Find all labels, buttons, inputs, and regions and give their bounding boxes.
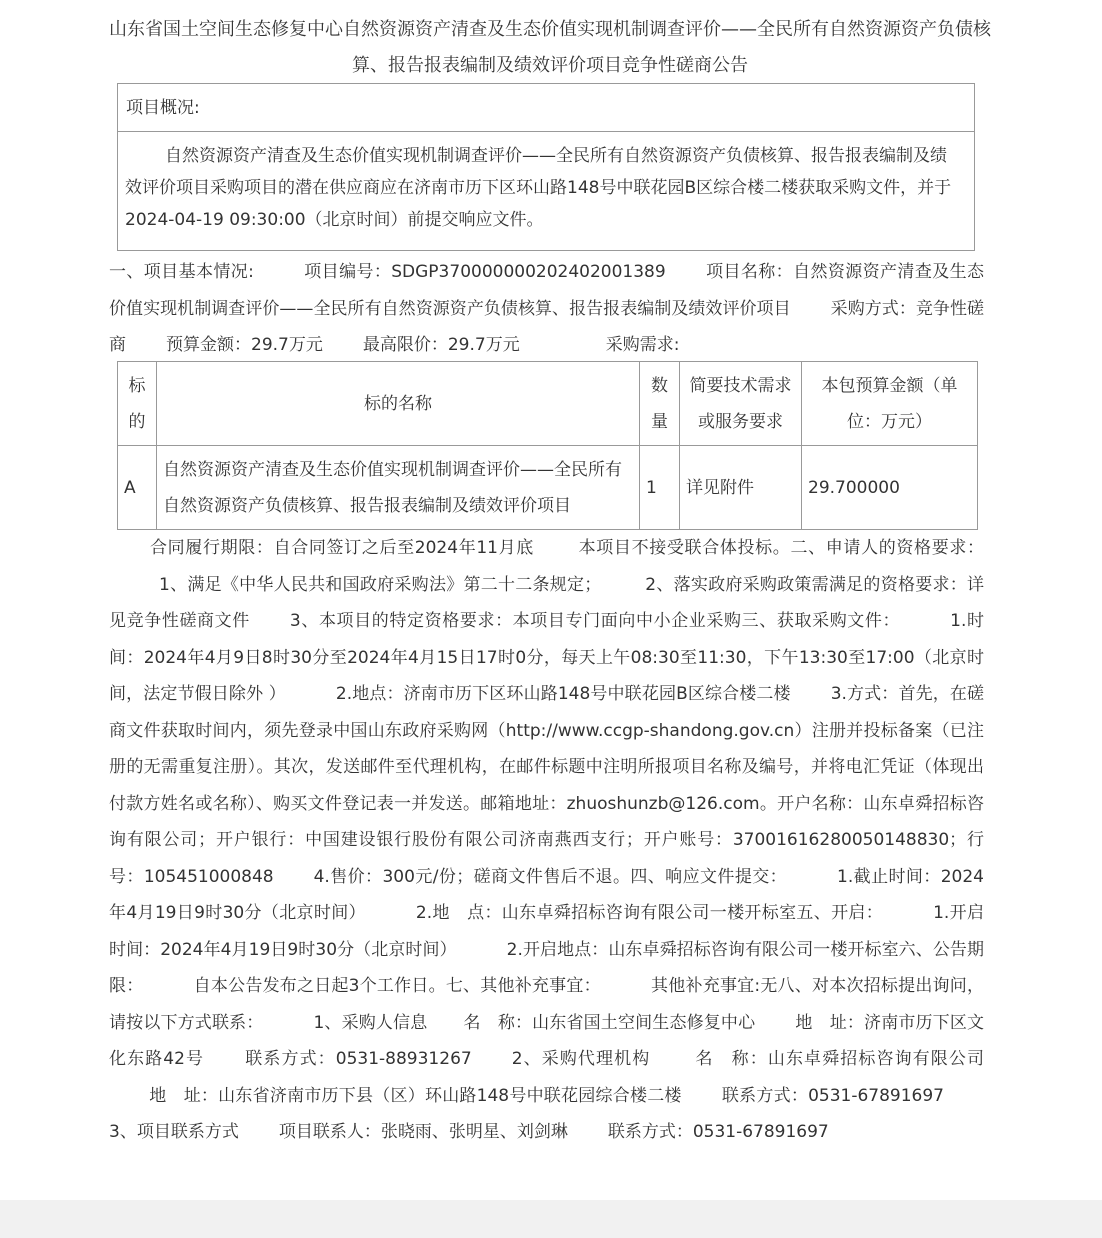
header-cell-requirement: 简要技术需求或服务要求 (680, 362, 802, 446)
consortium-note: 本项目不接受联合体投标。二、申请人的资格要求： (577, 538, 984, 558)
header-cell-id: 标的 (118, 362, 157, 446)
budget-amount: 预算金额：29.7万元 (166, 335, 323, 355)
cell-id: A (118, 446, 157, 530)
contact-agency-label: 2、采购代理机构 (511, 1049, 651, 1069)
overview-heading: 项目概况: (118, 84, 974, 132)
document-price: 4.售价：300元/份；磋商文件售后不退。四、响应文件提交： (313, 866, 788, 887)
contact-project-label: 3、项目联系方式 (109, 1122, 239, 1142)
obtain-place: 2.地点：济南市历下区环山路148号中联花园B区综合楼二楼 (335, 684, 791, 704)
page-title: 山东省国土空间生态修复中心自然资源资产清查及生态价值实现机制调查评价——全民所有自然资源资产负债核算、报告报表编制及绩效评价项目竞争性磋商公告 (109, 19, 991, 76)
section1-heading: 一、项目基本情况: (109, 262, 254, 282)
cell-qty: 1 (640, 446, 680, 530)
header-cell-budget: 本包预算金额（单位：万元） (802, 362, 978, 446)
procurement-method: 采购方式：竞争性磋商 (109, 298, 984, 355)
project-name: 项目名称：自然资源资产清查及生态价值实现机制调查评价——全民所有自然资源资产负债核算、报告报表编制及绩效评价项目 (109, 262, 985, 319)
header-cell-name: 标的名称 (157, 362, 640, 446)
agency-address: 地 址：山东省济南市历下县（区）环山路148号中联花园综合楼二楼 (149, 1085, 682, 1106)
obtain-time: 1.时间：2024年4月9日8时30分至2024年4月15日17时0分，每天上午08:30至11:30，下午13:30至17:00（北京时间，法定节假日除外 ） (109, 611, 984, 704)
notice-period: 自本公告发布之日起3个工作日。七、其他补充事宜： (193, 976, 601, 996)
purchaser-name: 名 称：山东省国土空间生态修复中心 (463, 1012, 756, 1033)
qualification-3: 3、本项目的特定资格要求：本项目专门面向中小企业采购三、获取采购文件： (289, 611, 901, 631)
footer-band (0, 1200, 1102, 1238)
submission-deadline: 1.截止时间：2024年4月19日9时30分（北京时间） (109, 866, 984, 923)
table-header-row (118, 362, 978, 446)
project-phone: 联系方式：0531-67891697 (607, 1122, 829, 1142)
project-number: 项目编号：SDGP370000000202402001389 (303, 262, 666, 282)
qualification-1: 1、满足《中华人民共和国政府采购法》第二十二条规定； (159, 574, 602, 595)
opening-place: 2.开启地点：山东卓舜招标咨询有限公司一楼开标室六、公告期限： (109, 939, 984, 996)
opening-time: 1.开启时间：2024年4月19日9时30分（北京时间） (109, 903, 984, 960)
agency-name: 名 称：山东卓舜招标咨询有限公司 (694, 1049, 984, 1069)
overview-body: 自然资源资产清查及生态价值实现机制调查评价——全民所有自然资源资产负债核算、报告报表编制及绩效评价项目采购项目的潜在供应商应在济南市历下区环山路148号中联花园B区综合楼二楼获取采购文件，并于2024-04-19 09:30:00（北京时间）前提交响应文件。 (125, 146, 952, 230)
procurement-table (117, 361, 978, 530)
cell-name: 自然资源资产清查及生态价值实现机制调查评价——全民所有自然资源资产负债核算、报告报表编制及绩效评价项目 (157, 446, 640, 530)
qualification-2: 2、落实政府采购政策需满足的资格要求：详见竞争性磋商文件 (109, 574, 984, 631)
project-overview-box (117, 83, 975, 251)
header-cell-qty: 数量 (640, 362, 680, 446)
obtain-method: 3.方式：首先，在磋商文件获取时间内，须先登录中国山东政府采购网（http://www.ccgp-shandong.gov.cn）注册并投标备案（已注册的无需重复注册）。其次，发送邮件至代理机构，在邮件标题中注明所报项目名称及编号，并将电汇凭证（体现出付款方姓名或名称）、购买文件登记表一并发送。邮箱地址：zhuoshunzb@126.com。开户名称：山东卓舜招标咨询有限公司；开户银行：中国建设银行股份有限公司济南燕西支行；开户账号：37001616280050148830；行号：105451000848 (109, 684, 984, 887)
purchaser-address: 地 址：济南市历下区文化东路42号 (109, 1012, 985, 1069)
purchaser-phone: 联系方式：0531-88931267 (244, 1049, 472, 1069)
procurement-demand-label: 采购需求: (605, 335, 680, 355)
contract-term: 合同履行期限：自合同签订之后至2024年11月底 (150, 538, 534, 558)
submission-place: 2.地 点：山东卓舜招标咨询有限公司一楼开标室五、开启： (415, 903, 884, 923)
agency-phone: 联系方式：0531-67891697 (721, 1085, 944, 1106)
announcement-body (109, 530, 984, 1151)
cell-requirement: 详见附件 (680, 446, 802, 530)
table-row (118, 446, 978, 530)
max-price: 最高限价：29.7万元 (362, 335, 520, 355)
cell-budget: 29.700000 (802, 446, 978, 530)
other-matters: 其他补充事宜:无八、对本次招标提出询问，请按以下方式联系： (109, 976, 984, 1033)
contact-purchaser-label: 1、采购人信息 (313, 1012, 428, 1033)
basic-info-section (109, 254, 984, 364)
project-contacts: 项目联系人：张晓雨、张明星、刘剑琳 (278, 1122, 568, 1142)
